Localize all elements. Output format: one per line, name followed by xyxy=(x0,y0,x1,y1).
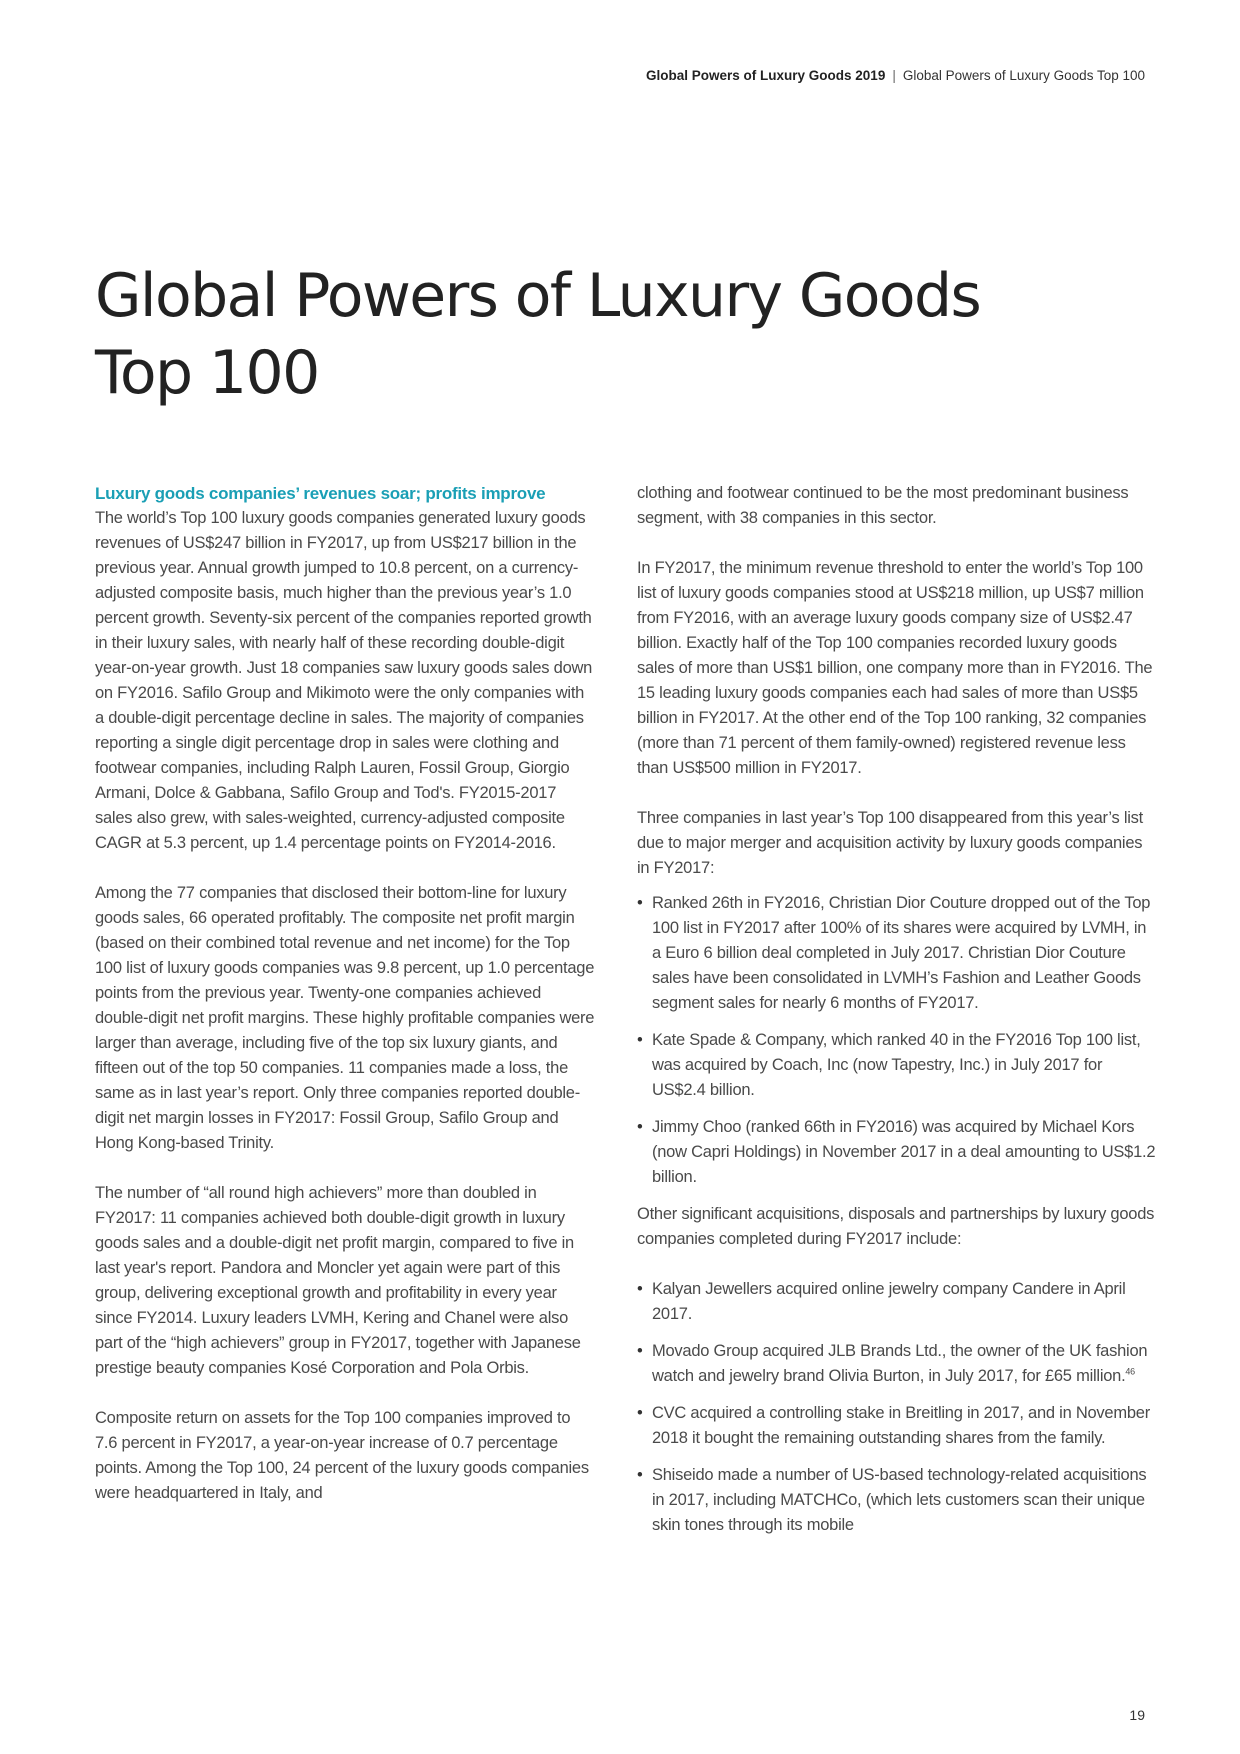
bullet-icon: • xyxy=(637,894,643,912)
paragraph: Among the 77 companies that disclosed their bottom-line for luxury goods sales, 66 operated profitably. The composite net profit margin (based on their combined total revenue and net income) for the Top 100 list of luxury goods companies was 9.8 percent, up 1.0 percentage points from the previous year. Twenty-one companies achieved double-digit net profit margins. These highly profitable companies were larger than average, including five of the top six luxury giants, and fifteen out of the top 50 companies. 11 companies made a loss, the same as in last year’s report. Only three companies reported double-digit net margin losses in FY2017: Fossil Group, Safilo Group and Hong Kong-based Trinity. xyxy=(95,884,595,1152)
paragraph: In FY2017, the minimum revenue threshold to enter the world’s Top 100 list of luxury goods companies stood at US$218 million, up US$7 million from FY2016, with an average luxury goods company size of US$2.47 billion. Exactly half of the Top 100 companies recorded luxury goods sales of more than US$1 billion, one company more than in FY2016. The 15 leading luxury goods companies each had sales of more than US$5 billion in FY2017. At the other end of the Top 100 ranking, 32 companies (more than 71 percent of them family-owned) registered revenue less than US$500 million in FY2017. xyxy=(637,559,1153,777)
list-item xyxy=(637,1277,1157,1327)
running-header xyxy=(646,68,1145,83)
bullet-icon: • xyxy=(637,1118,643,1136)
section-heading: Luxury goods companies’ revenues soar; profits improve xyxy=(95,484,546,503)
bullet-icon: • xyxy=(637,1466,643,1484)
bullet-icon: • xyxy=(637,1404,643,1422)
header-separator: | xyxy=(892,68,896,83)
right-column xyxy=(637,481,1157,1550)
list-item-text: Shiseido made a number of US-based technology-related acquisitions in 2017, including MATCHCo, (which lets customers scan their unique skin tones through its mobile xyxy=(652,1466,1147,1534)
bullet-icon: • xyxy=(637,1280,643,1298)
page-title xyxy=(95,258,1095,412)
list-item-text: Ranked 26th in FY2016, Christian Dior Couture dropped out of the Top 100 list in FY2017 after 100% of its shares were acquired by LVMH, in a Euro 6 billion deal completed in July 2017. Christian Dior Couture sales have been consolidated in LVMH’s Fashion and Leather Goods segment sales for nearly 6 months of FY2017. xyxy=(652,894,1151,1012)
paragraph: clothing and footwear continued to be the most predominant business segment, with 38 companies in this sector. xyxy=(637,484,1129,527)
partnership-list xyxy=(637,1277,1157,1538)
paragraph: Composite return on assets for the Top 100 companies improved to 7.6 percent in FY2017, a year-on-year increase of 0.7 percentage points. Among the Top 100, 24 percent of the luxury goods companies were headquartered in Italy, and xyxy=(95,1409,589,1502)
list-item xyxy=(637,1463,1157,1538)
paragraph: The world’s Top 100 luxury goods companies generated luxury goods revenues of US$247 billion in FY2017, up from US$217 billion in the previous year. Annual growth jumped to 10.8 percent, on a currency-adjusted composite basis, much higher than the previous year’s 1.0 percent growth. Seventy-six percent of the companies reported growth in their luxury sales, with nearly half of these recording double-digit year-on-year growth. Just 18 companies saw luxury goods sales down on FY2016. Safilo Group and Mikimoto were the only companies with a double-digit percentage decline in sales. The majority of companies reporting a single digit percentage drop in sales were clothing and footwear companies, including Ralph Lauren, Fossil Group, Giorgio Armani, Dolce & Gabbana, Safilo Group and Tod's. FY2015-2017 sales also grew, with sales-weighted, currency-adjusted composite CAGR at 5.3 percent, up 1.4 percentage points on FY2014-2016. xyxy=(95,509,593,852)
bullet-icon: • xyxy=(637,1342,643,1360)
page-number: 19 xyxy=(1129,1707,1145,1723)
page-title-line-2: Top 100 xyxy=(95,338,319,408)
list-item xyxy=(637,1401,1157,1451)
paragraph: Three companies in last year’s Top 100 disappeared from this year’s list due to major merger and acquisition activity by luxury goods companies in FY2017: xyxy=(637,809,1143,877)
acquisition-list xyxy=(637,891,1157,1190)
list-item-text: Jimmy Choo (ranked 66th in FY2016) was acquired by Michael Kors (now Capri Holdings) in November 2017 in a deal amounting to US$1.2 billion. xyxy=(652,1118,1156,1186)
list-item-text: CVC acquired a controlling stake in Breitling in 2017, and in November 2018 it bought the remaining outstanding shares from the family. xyxy=(652,1404,1150,1447)
bullet-icon: • xyxy=(637,1031,643,1049)
section-title: Global Powers of Luxury Goods Top 100 xyxy=(902,68,1145,83)
list-item xyxy=(637,1115,1157,1190)
list-item-text: Kalyan Jewellers acquired online jewelry company Candere in April 2017. xyxy=(652,1280,1126,1323)
publication-title: Global Powers of Luxury Goods 2019 xyxy=(646,68,886,83)
list-item-text: Kate Spade & Company, which ranked 40 in the FY2016 Top 100 list, was acquired by Coach, Inc (now Tapestry, Inc.) in July 2017 for US$2.4 billion. xyxy=(652,1031,1141,1099)
list-item xyxy=(637,1028,1157,1103)
list-item-text: Movado Group acquired JLB Brands Ltd., the owner of the UK fashion watch and jewelry brand Olivia Burton, in July 2017, for £65 million. xyxy=(652,1342,1148,1385)
page-title-line-1: Global Powers of Luxury Goods xyxy=(95,261,981,331)
left-column xyxy=(95,481,595,1531)
footnote-reference: 46 xyxy=(1125,1366,1135,1377)
paragraph: The number of “all round high achievers” more than doubled in FY2017: 11 companies achieved both double-digit growth in luxury goods sales and a double-digit net profit margin, compared to five in last year's report. Pandora and Moncler yet again were part of this group, delivering exceptional growth and profitability in every year since FY2014. Luxury leaders LVMH, Kering and Chanel were also part of the “high achievers” group in FY2017, together with Japanese prestige beauty companies Kosé Corporation and Pola Orbis. xyxy=(95,1184,581,1377)
list-item xyxy=(637,1339,1157,1389)
list-item xyxy=(637,891,1157,1016)
paragraph: Other significant acquisitions, disposals and partnerships by luxury goods companies completed during FY2017 include: xyxy=(637,1205,1155,1248)
